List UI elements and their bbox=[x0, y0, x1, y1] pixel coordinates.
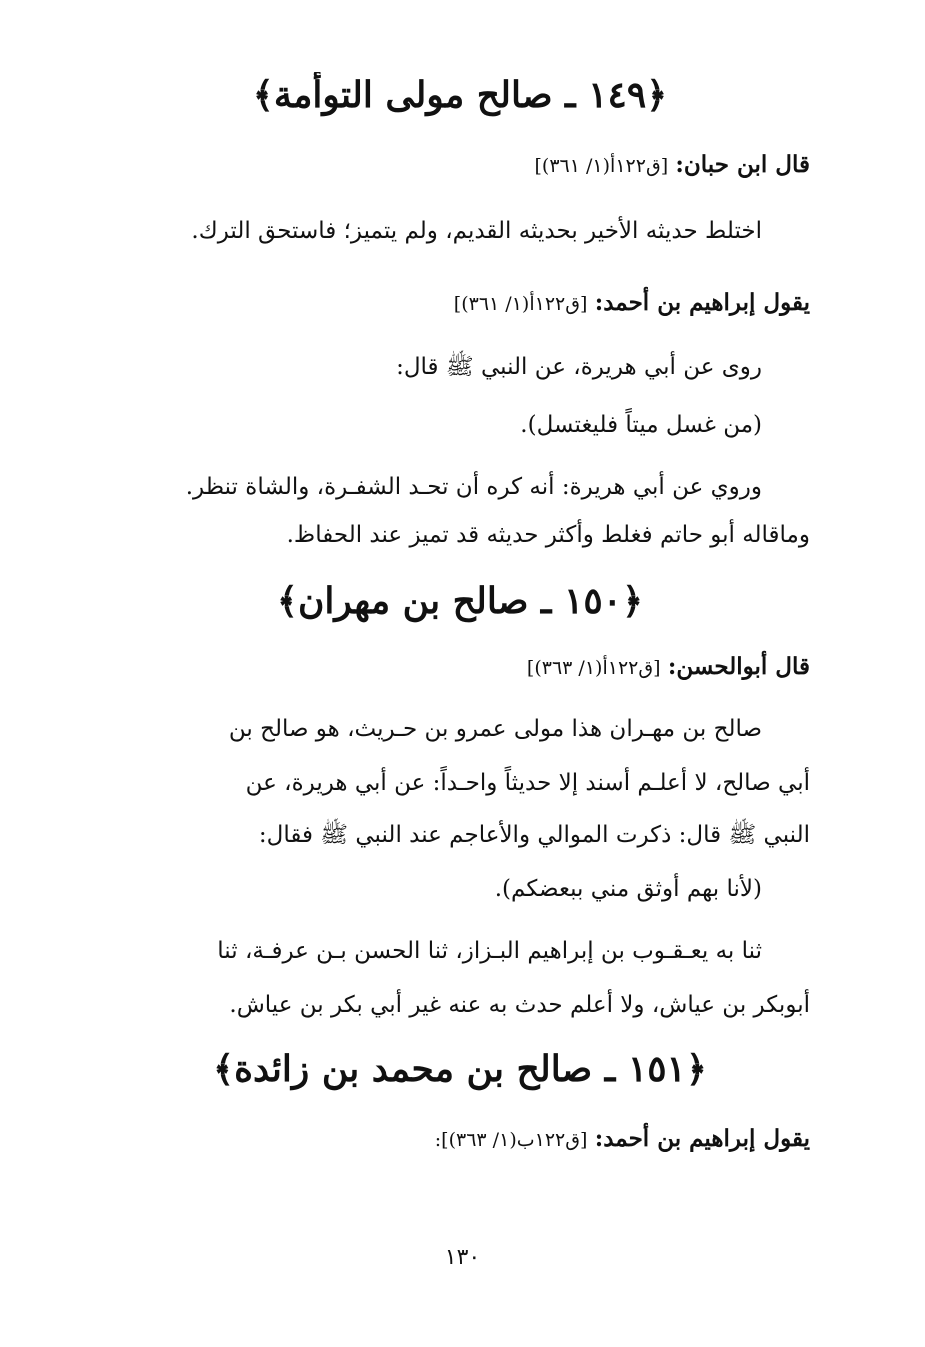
speaker-name: قال أبوالحسن: bbox=[667, 653, 810, 680]
speaker-name: قال ابن حبان: bbox=[675, 151, 810, 178]
paragraph-line: روى عن أبي هريرة، عن النبي ﷺ قال: bbox=[396, 354, 762, 380]
paragraph-line: وماقاله أبو حاتم فغلط وأكثر حديثه قد تميز عند الحفاظ. bbox=[286, 522, 810, 548]
manuscript-reference: [ق١٢٢ب(١/ ٣٦٣)]: bbox=[434, 1129, 588, 1151]
paragraph-line: وروي عن أبي هريرة: أنه كره أن تحـد الشفـرة، والشاة تنظر. bbox=[185, 474, 762, 500]
speaker-line-ibn-hibban bbox=[110, 148, 810, 183]
speaker-name: يقول إبراهيم بن أحمد: bbox=[594, 1125, 810, 1152]
manuscript-reference: [ق١٢٢أ(١/ ٣٦٣)] bbox=[526, 657, 661, 679]
page-number: ١٣٠ bbox=[444, 1245, 481, 1270]
paragraph-line: (من غسل ميتاً فليغتسل). bbox=[520, 412, 762, 438]
manuscript-reference: [ق١٢٢أ(١/ ٣٦١)] bbox=[534, 155, 669, 177]
section-heading-149: ﴿١٤٩ ـ صالح مولى التوأمة﴾ bbox=[252, 74, 668, 116]
paragraph-line: أبوبكر بن عياش، ولا أعلم حدث به عنه غير أبي بكر بن عياش. bbox=[229, 992, 810, 1018]
speaker-name: يقول إبراهيم بن أحمد: bbox=[594, 289, 810, 316]
paragraph-line: (لأنا بهم أوثق مني ببعضكم). bbox=[494, 876, 762, 902]
paragraph-line: صالح بن مهـران هذا مولى عمرو بن حـريث، هو صالح بن bbox=[228, 716, 762, 742]
section-heading-150: ﴿١٥٠ ـ صالح بن مهران﴾ bbox=[276, 580, 644, 622]
paragraph-line: ثنا به يعـقـوب بن إبراهيم البـزاز، ثنا الحسن بـن عرفـة، ثنا bbox=[217, 938, 762, 964]
paragraph-line: النبي ﷺ قال: ذكرت الموالي والأعاجم عند النبي ﷺ فقال: bbox=[258, 822, 810, 848]
speaker-line-ibrahim-ibn-ahmad bbox=[110, 286, 810, 321]
section-heading-151: ﴿١٥١ ـ صالح بن محمد بن زائدة﴾ bbox=[213, 1048, 707, 1090]
paragraph-line: اختلط حديثه الأخير بحديثه القديم، ولم يتميز؛ فاستحق الترك. bbox=[191, 218, 762, 244]
speaker-line-ibrahim-ibn-ahmad-2 bbox=[110, 1122, 810, 1157]
paragraph-line: أبي صالح، لا أعلـم أسند إلا حديثاً واحـداً: عن أبي هريرة، عن bbox=[245, 770, 810, 796]
speaker-line-abu-al-hasan bbox=[110, 650, 810, 685]
manuscript-reference: [ق١٢٢أ(١/ ٣٦١)] bbox=[453, 293, 588, 315]
